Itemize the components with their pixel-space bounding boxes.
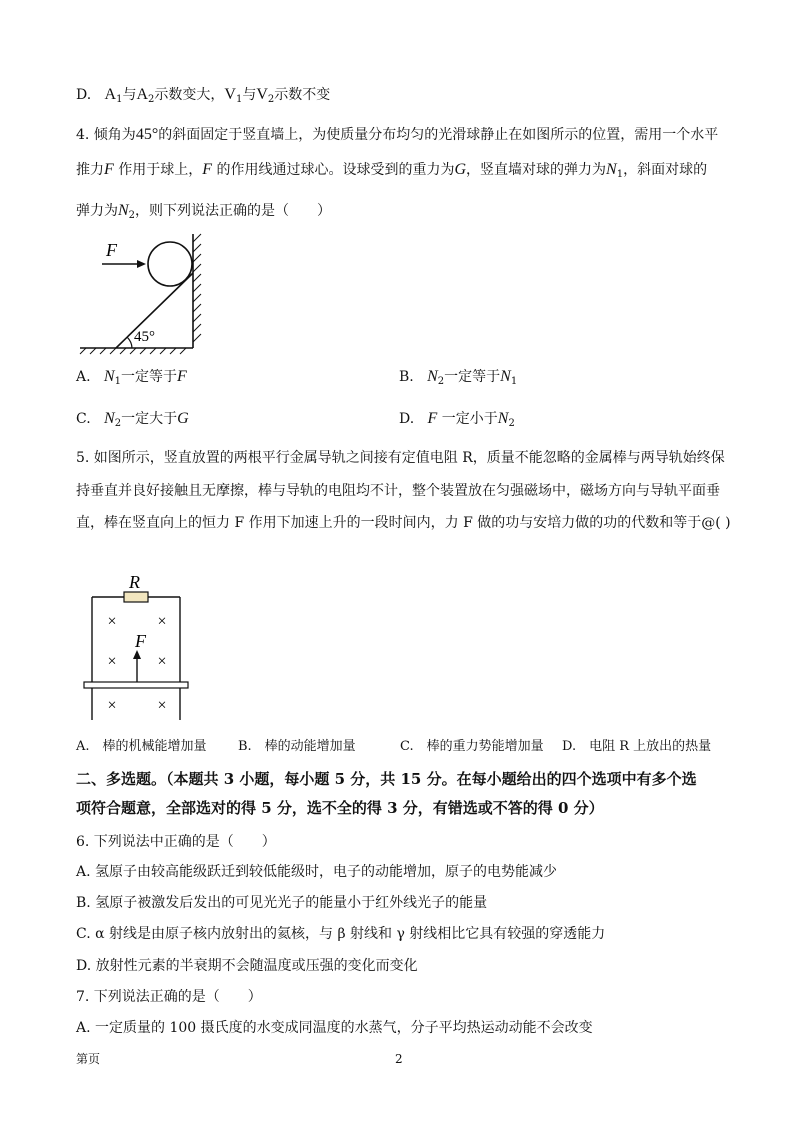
q5-option-d: D. 电阻 R 上放出的热量 (562, 739, 712, 754)
q6-option-b: B. 氢原子被激发后发出的可见光光子的能量小于红外线光子的能量 (76, 895, 488, 911)
fig-force-label: F (135, 631, 146, 651)
section2-heading-line1: 二、多选题。（本题共 3 小题，每小题 5 分，共 15 分。在每小题给出的四个选项中有多个选 (76, 770, 697, 788)
q4-stem-line1: 4. 倾角为45°的斜面固定于竖直墙上，为使质量分布均匀的光滑球静止在如图所示的位置，需用一个水平 (76, 126, 719, 143)
q6-option-d: D. 放射性元素的半衰期不会随温度或压强的变化而变化 (76, 958, 418, 974)
q7-option-a: A. 一定质量的 100 摄氏度的水变成同温度的水蒸气，分子平均热运动动能不会改变 (76, 1020, 593, 1036)
ground-hatching (80, 348, 186, 354)
q5-option-a: A. 棒的机械能增加量 (76, 739, 207, 754)
ball (148, 242, 192, 286)
resistor (124, 592, 148, 602)
fig-resistor-label: R (129, 572, 140, 592)
force-arrowhead (137, 260, 146, 268)
q3-option-d-label: D. (76, 87, 92, 103)
q3-option-d: D. $A_1$与$A_2$示数变大，$V_1$与$V_2$示数不变 (76, 86, 331, 105)
section2-heading-line2: 项符合题意，全部选对的得 5 分，选不全的得 3 分，有错选或不答的得 0 分） (76, 799, 604, 817)
field-cross: × (157, 697, 167, 714)
angle-arc (127, 337, 132, 348)
q4-option-a: A. $N_1$一定等于F (76, 368, 187, 387)
field-cross: × (157, 653, 167, 670)
field-cross: × (107, 613, 117, 630)
q5-option-b: B. 棒的动能增加量 (238, 739, 356, 754)
q4-option-d: D. F 一定小于$N_2$ (399, 410, 515, 429)
q6-option-c: C. α 射线是由原子核内放射出的氦核，与 β 射线和 γ 射线相比它具有较强的穿透能力 (76, 926, 606, 942)
q7-stem: 7. 下列说法正确的是（ ） (76, 989, 262, 1005)
q5-option-c: C. 棒的重力势能增加量 (400, 739, 544, 754)
q5-rail-figure (76, 570, 196, 722)
q5-stem-line3: 直，棒在竖直向上的恒力 F 作用下加速上升的一段时间内，力 F 做的功与安培力做的功的代数和等于@( ) (76, 515, 731, 531)
q4-stem-line3: 弹力为$N_2$，则下列说法正确的是（ ） (76, 202, 332, 221)
q6-option-a: A. 氢原子由较高能级跃迁到较低能级时，电子的动能增加，原子的电势能减少 (76, 864, 558, 880)
fig-force-label: F (106, 240, 117, 260)
field-cross: × (157, 613, 167, 630)
q4-option-b: B. $N_2$一定等于$N_1$ (399, 368, 518, 387)
field-cross: × (107, 697, 117, 714)
fig-angle-label: 45° (134, 329, 155, 345)
wall-hatching (193, 234, 201, 342)
q5-stem-line1: 5. 如图所示，竖直放置的两根平行金属导轨之间接有定值电阻 R，质量不能忽略的金属棒与两导轨始终保 (76, 450, 725, 466)
metal-rod (84, 682, 188, 688)
field-cross: × (107, 653, 117, 670)
page-number: 2 (395, 1052, 403, 1066)
q5-stem-line2: 持垂直并良好接触且无摩擦，棒与导轨的电阻均不计，整个装置放在匀强磁场中，磁场方向与导轨平面垂 (76, 483, 720, 499)
footer-left: 第页 (76, 1052, 101, 1066)
q4-incline-figure (76, 228, 216, 358)
force-arrowhead (133, 650, 141, 659)
q4-option-c: C. $N_2$一定大于G (76, 410, 189, 429)
q6-stem: 6. 下列说法中正确的是（ ） (76, 834, 276, 850)
q4-stem-line2: 推力F 作用于球上，F 的作用线通过球心。设球受到的重力为G，竖直墙对球的弹力为$N_1$，斜面对球的 (76, 161, 708, 180)
